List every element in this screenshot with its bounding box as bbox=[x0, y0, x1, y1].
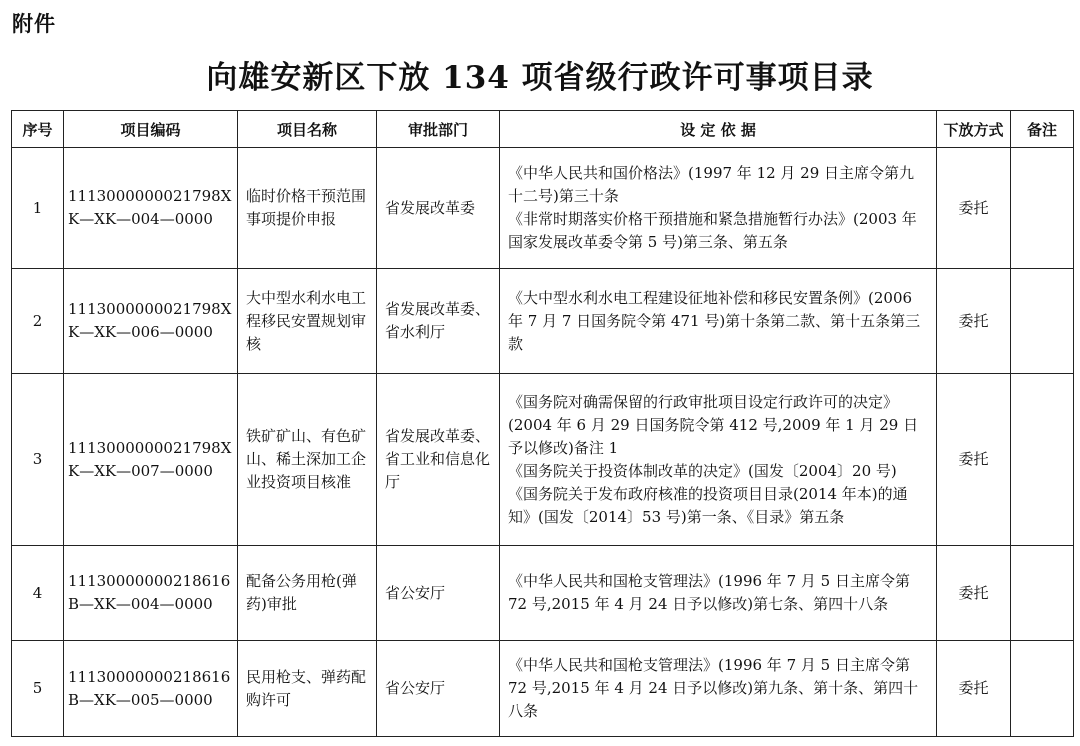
row-seq: 3 bbox=[12, 374, 64, 546]
row-department: 省发展改革委 bbox=[377, 148, 500, 269]
basis-line: 《大中型水利水电工程建设征地补偿和移民安置条例》(2006 年 7 月 7 日国务院令第 471 号)第十条第二款、第十五条第三款 bbox=[508, 288, 921, 353]
row-seq: 4 bbox=[12, 546, 64, 641]
row-legal-basis bbox=[500, 374, 937, 546]
row-delegation-method: 委托 bbox=[937, 546, 1011, 641]
basis-line: 《中华人民共和国枪支管理法》(1996 年 7 月 5 日主席令第 72 号,2015 年 4 月 24 日予以修改)第七条、第四十八条 bbox=[508, 572, 910, 613]
row-department: 省公安厅 bbox=[377, 641, 500, 737]
row-seq: 1 bbox=[12, 148, 64, 269]
row-seq: 2 bbox=[12, 269, 64, 374]
row-legal-basis bbox=[500, 546, 937, 641]
row-delegation-method: 委托 bbox=[937, 641, 1011, 737]
row-seq: 5 bbox=[12, 641, 64, 737]
table-row bbox=[12, 374, 1074, 546]
col-header-remark: 备注 bbox=[1011, 111, 1074, 148]
row-department: 省发展改革委、省水利厅 bbox=[377, 269, 500, 374]
attachment-label: 附件 bbox=[12, 12, 56, 36]
row-code: 1113000000021798XK—XK—007—0000 bbox=[64, 374, 238, 546]
table-header-row bbox=[12, 111, 1074, 148]
row-code: 11130000000218616B—XK—005—0000 bbox=[64, 641, 238, 737]
col-header-name: 项目名称 bbox=[238, 111, 377, 148]
col-header-seq: 序号 bbox=[12, 111, 64, 148]
row-code: 1113000000021798XK—XK—006—0000 bbox=[64, 269, 238, 374]
row-item-name: 配备公务用枪(弹药)审批 bbox=[238, 546, 377, 641]
row-delegation-method: 委托 bbox=[937, 374, 1011, 546]
table-row bbox=[12, 546, 1074, 641]
row-remark bbox=[1011, 374, 1074, 546]
approval-items-table bbox=[11, 110, 1074, 737]
col-header-basis: 设 定 依 据 bbox=[500, 111, 937, 148]
row-remark bbox=[1011, 546, 1074, 641]
row-code: 1113000000021798XK—XK—004—0000 bbox=[64, 148, 238, 269]
table-row bbox=[12, 269, 1074, 374]
row-item-name: 临时价格干预范围事项提价申报 bbox=[238, 148, 377, 269]
row-item-name: 大中型水利水电工程移民安置规划审核 bbox=[238, 269, 377, 374]
row-remark bbox=[1011, 148, 1074, 269]
row-item-name: 民用枪支、弹药配购许可 bbox=[238, 641, 377, 737]
row-delegation-method: 委托 bbox=[937, 269, 1011, 374]
row-delegation-method: 委托 bbox=[937, 148, 1011, 269]
basis-line: 《中华人民共和国枪支管理法》(1996 年 7 月 5 日主席令第 72 号,2015 年 4 月 24 日予以修改)第九条、第十条、第四十八条 bbox=[508, 656, 919, 720]
row-remark bbox=[1011, 269, 1074, 374]
row-legal-basis bbox=[500, 641, 937, 737]
basis-line: 《非常时期落实价格干预措施和紧急措施暂行办法》(2003 年国家发展改革委令第 5 号)第三条、第五条 bbox=[508, 210, 917, 251]
row-remark bbox=[1011, 641, 1074, 737]
document-title: 向雄安新区下放 134 项省级行政许可事项目录 bbox=[206, 60, 874, 96]
basis-line: 《中华人民共和国价格法》(1997 年 12 月 29 日主席令第九十二号)第三十条 bbox=[508, 164, 915, 205]
basis-line: 《国务院关于投资体制改革的决定》(国发〔2004〕20 号) bbox=[508, 461, 897, 480]
row-department: 省公安厅 bbox=[377, 546, 500, 641]
row-legal-basis bbox=[500, 148, 937, 269]
row-department: 省发展改革委、省工业和信息化厅 bbox=[377, 374, 500, 546]
row-item-name: 铁矿矿山、有色矿山、稀土深加工企业投资项目核准 bbox=[238, 374, 377, 546]
row-legal-basis bbox=[500, 269, 937, 374]
table-row bbox=[12, 148, 1074, 269]
row-code: 11130000000218616B—XK—004—0000 bbox=[64, 546, 238, 641]
basis-line: 《国务院关于发布政府核准的投资项目目录(2014 年本)的通知》(国发〔2014〕53 号)第一条、《目录》第五条 bbox=[508, 484, 908, 526]
basis-line: 《国务院对确需保留的行政审批项目设定行政许可的决定》(2004 年 6 月 29 日国务院令第 412 号,2009 年 1 月 29 日予以修改)备注 1 bbox=[508, 392, 919, 457]
col-header-method: 下放方式 bbox=[937, 111, 1011, 148]
col-header-code: 项目编码 bbox=[64, 111, 238, 148]
col-header-dept: 审批部门 bbox=[377, 111, 500, 148]
table-row bbox=[12, 641, 1074, 737]
